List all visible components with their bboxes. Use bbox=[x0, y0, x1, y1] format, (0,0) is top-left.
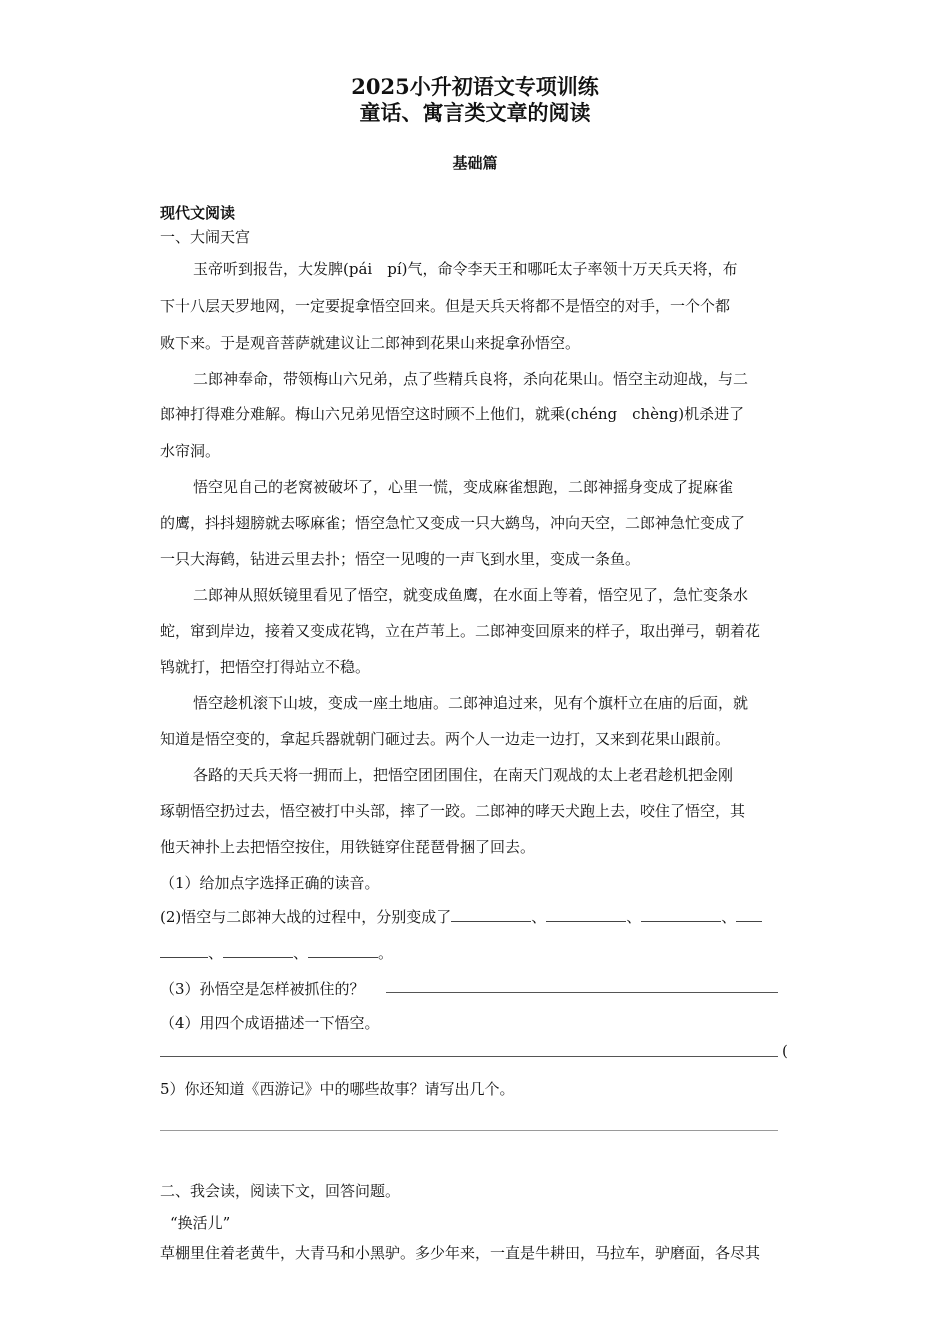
story1-p3-line1: 悟空见自己的老窝被破坏了，心里一慌，变成麻雀想跑，二郎神摇身变成了捉麻雀 bbox=[193, 478, 734, 496]
text-segment: (chéng chèng)机杀进了 bbox=[565, 405, 745, 423]
answer-blank[interactable] bbox=[451, 907, 531, 922]
answer-line-q4[interactable] bbox=[160, 1056, 778, 1057]
question-4: （4）用四个成语描述一下悟空。 bbox=[160, 1014, 380, 1032]
story1-p4-line2: 蛇，窜到岸边，接着又变成花鸨，立在芦苇上。二郎神变回原来的样子，取出弹弓，朝着花 bbox=[160, 622, 761, 640]
story1-p4-line1: 二郎神从照妖镜里看见了悟空，就变成鱼鹰，在水面上等着，悟空见了，急忙变条水 bbox=[193, 586, 749, 604]
question-3 bbox=[160, 978, 792, 1000]
emphasis-char: 脾 bbox=[328, 260, 344, 278]
story1-p4-line3: 鸨就打，把悟空打得站立不稳。 bbox=[160, 658, 371, 676]
answer-line-q5[interactable] bbox=[160, 1130, 778, 1131]
separator: 、 bbox=[721, 908, 737, 926]
separator: 、 bbox=[626, 908, 642, 926]
document-title-line2: 童话、寓言类文章的阅读 bbox=[359, 100, 591, 125]
story1-p2-line3: 水帘洞。 bbox=[160, 442, 221, 460]
story1-p2-line2 bbox=[160, 403, 792, 425]
separator: 、 bbox=[531, 908, 547, 926]
question-2-text: (2)悟空与二郎神大战的过程中，分别变成了 bbox=[160, 908, 452, 926]
separator: 、 bbox=[208, 944, 224, 962]
story1-p5-line1: 悟空趁机滚下山坡，变成一座土地庙。二郎神追过来，见有个旗杆立在庙的后面，就 bbox=[193, 694, 749, 712]
story1-heading: 一、大闹天宫 bbox=[160, 228, 251, 246]
separator: 。 bbox=[378, 944, 394, 962]
text-segment: 玉帝听到报告，大发 bbox=[193, 260, 329, 278]
text-segment: 郎神打得难分难解。梅山六兄弟见悟空这时顾不上他们，就 bbox=[160, 405, 551, 423]
question-1: （1）给加点字选择正确的读音。 bbox=[160, 874, 380, 892]
answer-blank[interactable] bbox=[223, 943, 293, 958]
story1-p3-line3: 一只大海鹤，钻进云里去扑；悟空一见嗖的一声飞到水里，变成一条鱼。 bbox=[160, 550, 641, 568]
answer-blank[interactable] bbox=[160, 943, 208, 958]
story1-p2-line1: 二郎神奉命，带领梅山六兄弟，点了些精兵良将，杀向花果山。悟空主动迎战，与二 bbox=[193, 370, 749, 388]
answer-blank[interactable] bbox=[546, 907, 626, 922]
level-label: 基础篇 bbox=[452, 154, 498, 172]
question-5: 5）你还知道《西游记》中的哪些故事？请写出几个。 bbox=[160, 1080, 515, 1098]
separator: 、 bbox=[293, 944, 309, 962]
story2-line1: 草棚里住着老黄牛，大青马和小黑驴。多少年来，一直是牛耕田，马拉车，驴磨面，各尽其 bbox=[160, 1244, 761, 1262]
question-2-line1 bbox=[160, 906, 792, 928]
story1-p1-line2: 下十八层天罗地网，一定要捉拿悟空回来。但是天兵天将都不是悟空的对手，一个个都 bbox=[160, 297, 731, 315]
story2-title: “换活儿” bbox=[170, 1214, 231, 1232]
story1-p3-line2: 的鹰，抖抖翅膀就去啄麻雀；悟空急忙又变成一只大鹚鸟，冲向天空，二郎神急忙变成了 bbox=[160, 514, 746, 532]
answer-blank[interactable] bbox=[641, 907, 721, 922]
question-2-line2 bbox=[160, 942, 792, 964]
story1-p1-line1 bbox=[193, 258, 792, 280]
answer-blank[interactable] bbox=[736, 907, 762, 922]
question-3-text: （3）孙悟空是怎样被抓住的？ bbox=[160, 980, 365, 998]
section-heading: 现代文阅读 bbox=[160, 204, 236, 222]
answer-line-q3[interactable] bbox=[386, 992, 778, 993]
answer-blank[interactable] bbox=[308, 943, 378, 958]
story2-heading: 二、我会读，阅读下文，回答问题。 bbox=[160, 1182, 401, 1200]
document-title-line1: 2025小升初语文专项训练 bbox=[351, 74, 599, 99]
story1-p5-line2: 知道是悟空变的，拿起兵器就朝门砸过去。两个人一边走一边打，又来到花果山跟前。 bbox=[160, 730, 731, 748]
question-5-open-paren: ( bbox=[782, 1042, 788, 1060]
story1-p6-line3: 他天神扑上去把悟空按住，用铁链穿住琵琶骨捆了回去。 bbox=[160, 838, 536, 856]
story1-p6-line2: 琢朝悟空扔过去，悟空被打中头部，摔了一跤。二郎神的哮天犬跑上去，咬住了悟空，其 bbox=[160, 802, 746, 820]
emphasis-char: 乘 bbox=[550, 405, 566, 423]
text-segment: (pái pí)气，命令李天王和哪吒太子率领十万天兵天将，布 bbox=[343, 260, 738, 278]
story1-p6-line1: 各路的天兵天将一拥而上，把悟空团团围住，在南天门观战的太上老君趁机把金刚 bbox=[193, 766, 734, 784]
story1-p1-line3: 败下来。于是观音菩萨就建议让二郎神到花果山来捉拿孙悟空。 bbox=[160, 334, 581, 352]
